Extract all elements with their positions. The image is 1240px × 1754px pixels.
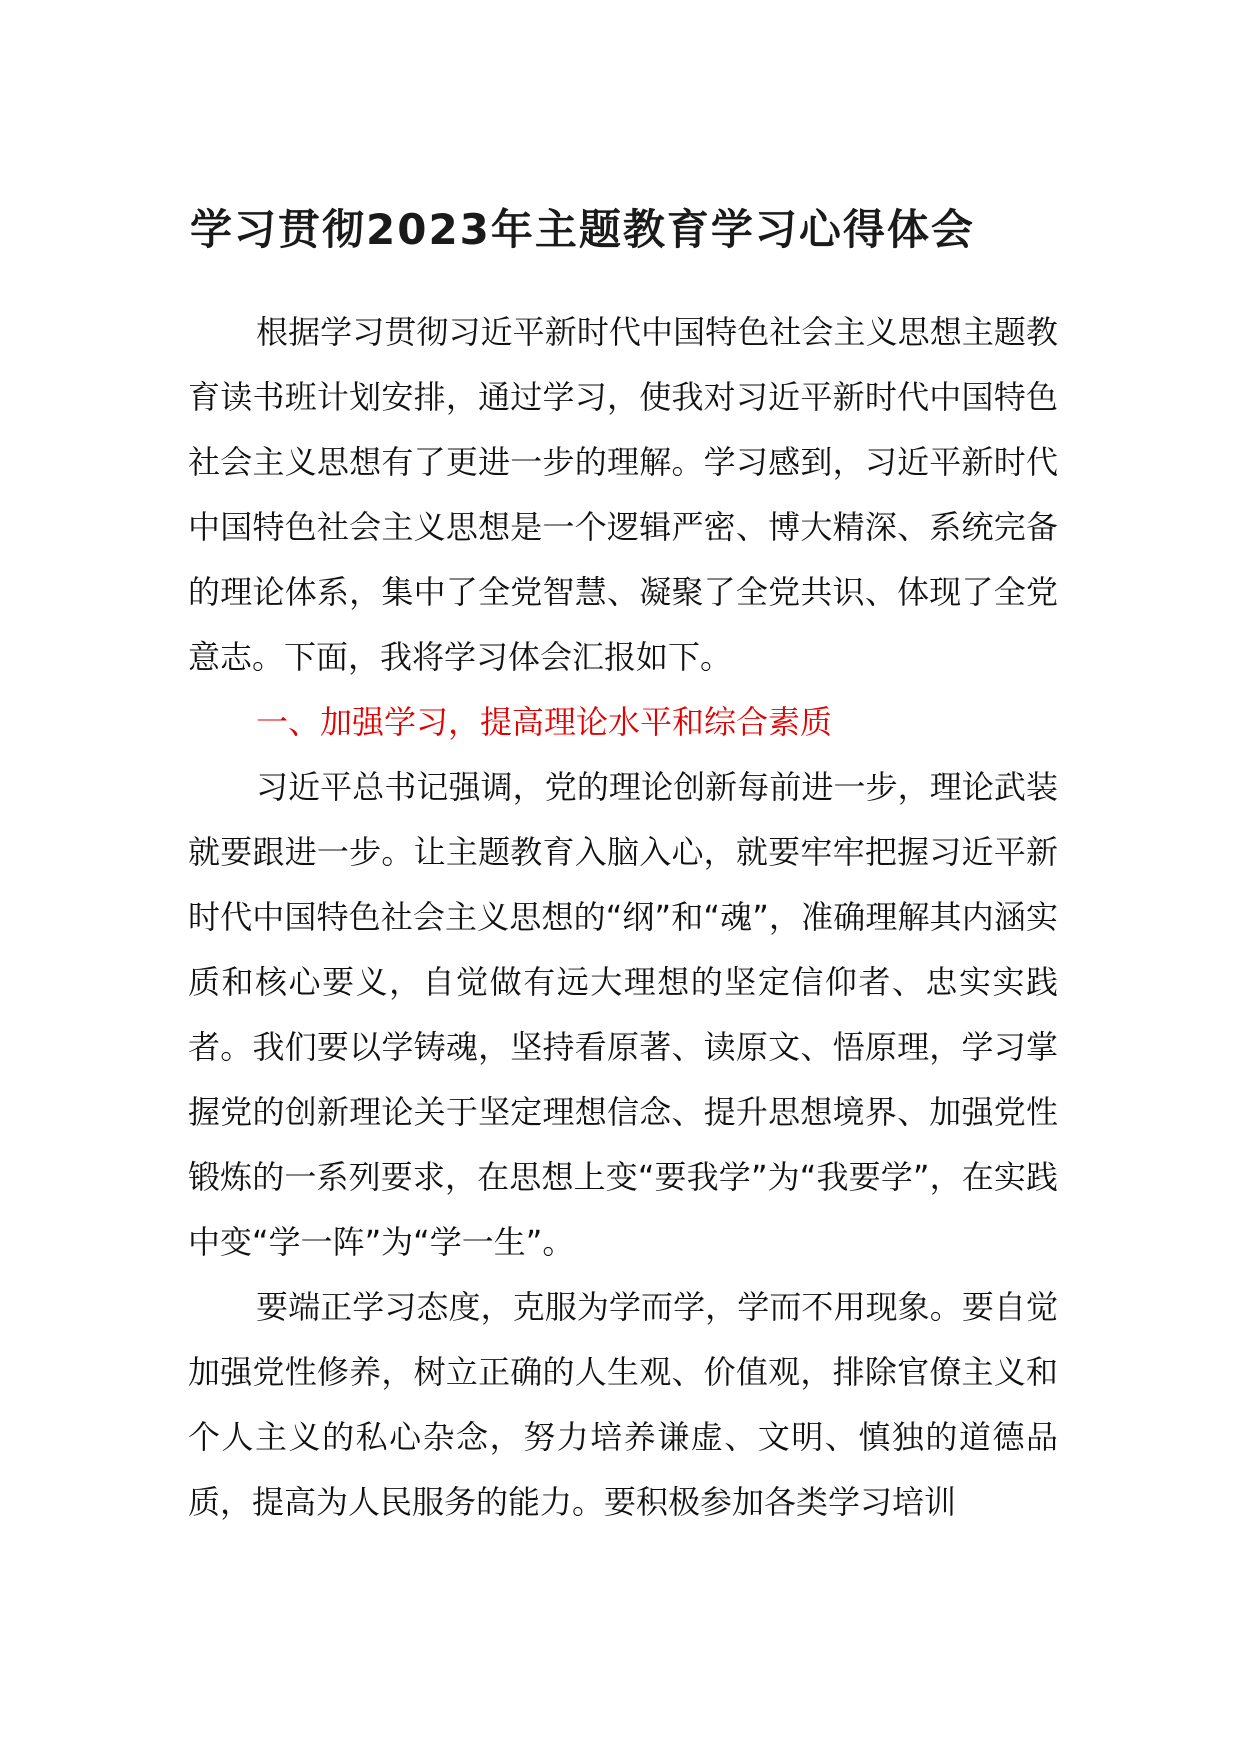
document-body: [188, 300, 1058, 1535]
document-title: 学习贯彻2023年主题教育学习心得体会: [190, 205, 975, 254]
intro-paragraph: 根据学习贯彻习近平新时代中国特色社会主义思想主题教育读书班计划安排，通过学习，使我对习近平新时代中国特色社会主义思想有了更进一步的理解。学习感到，习近平新时代中国特色社会主义思想是一个逻辑严密、博大精深、系统完备的理论体系，集中了全党智慧、凝聚了全党共识、体现了全党意志。下面，我将学习体会汇报如下。: [188, 313, 1058, 676]
body-paragraph-2: 要端正学习态度，克服为学而学，学而不用现象。要自觉加强党性修养，树立正确的人生观、价值观，排除官僚主义和个人主义的私心杂念，努力培养谦虚、文明、慎独的道德品质，提高为人民服务的能力。要积极参加各类学习培训: [188, 1288, 1058, 1521]
body-paragraph-1: 习近平总书记强调，党的理论创新每前进一步，理论武装就要跟进一步。让主题教育入脑入心，就要牢牢把握习近平新时代中国特色社会主义思想的“纲”和“魂”，准确理解其内涵实质和核心要义，自觉做有远大理想的坚定信仰者、忠实实践者。我们要以学铸魂，坚持看原著、读原文、悟原理，学习掌握党的创新理论关于坚定理想信念、提升思想境界、加强党性锻炼的一系列要求，在思想上变“要我学”为“我要学”，在实践中变“学一阵”为“学一生”。: [188, 768, 1058, 1261]
section-heading-1: 一、加强学习，提高理论水平和综合素质: [256, 703, 833, 741]
